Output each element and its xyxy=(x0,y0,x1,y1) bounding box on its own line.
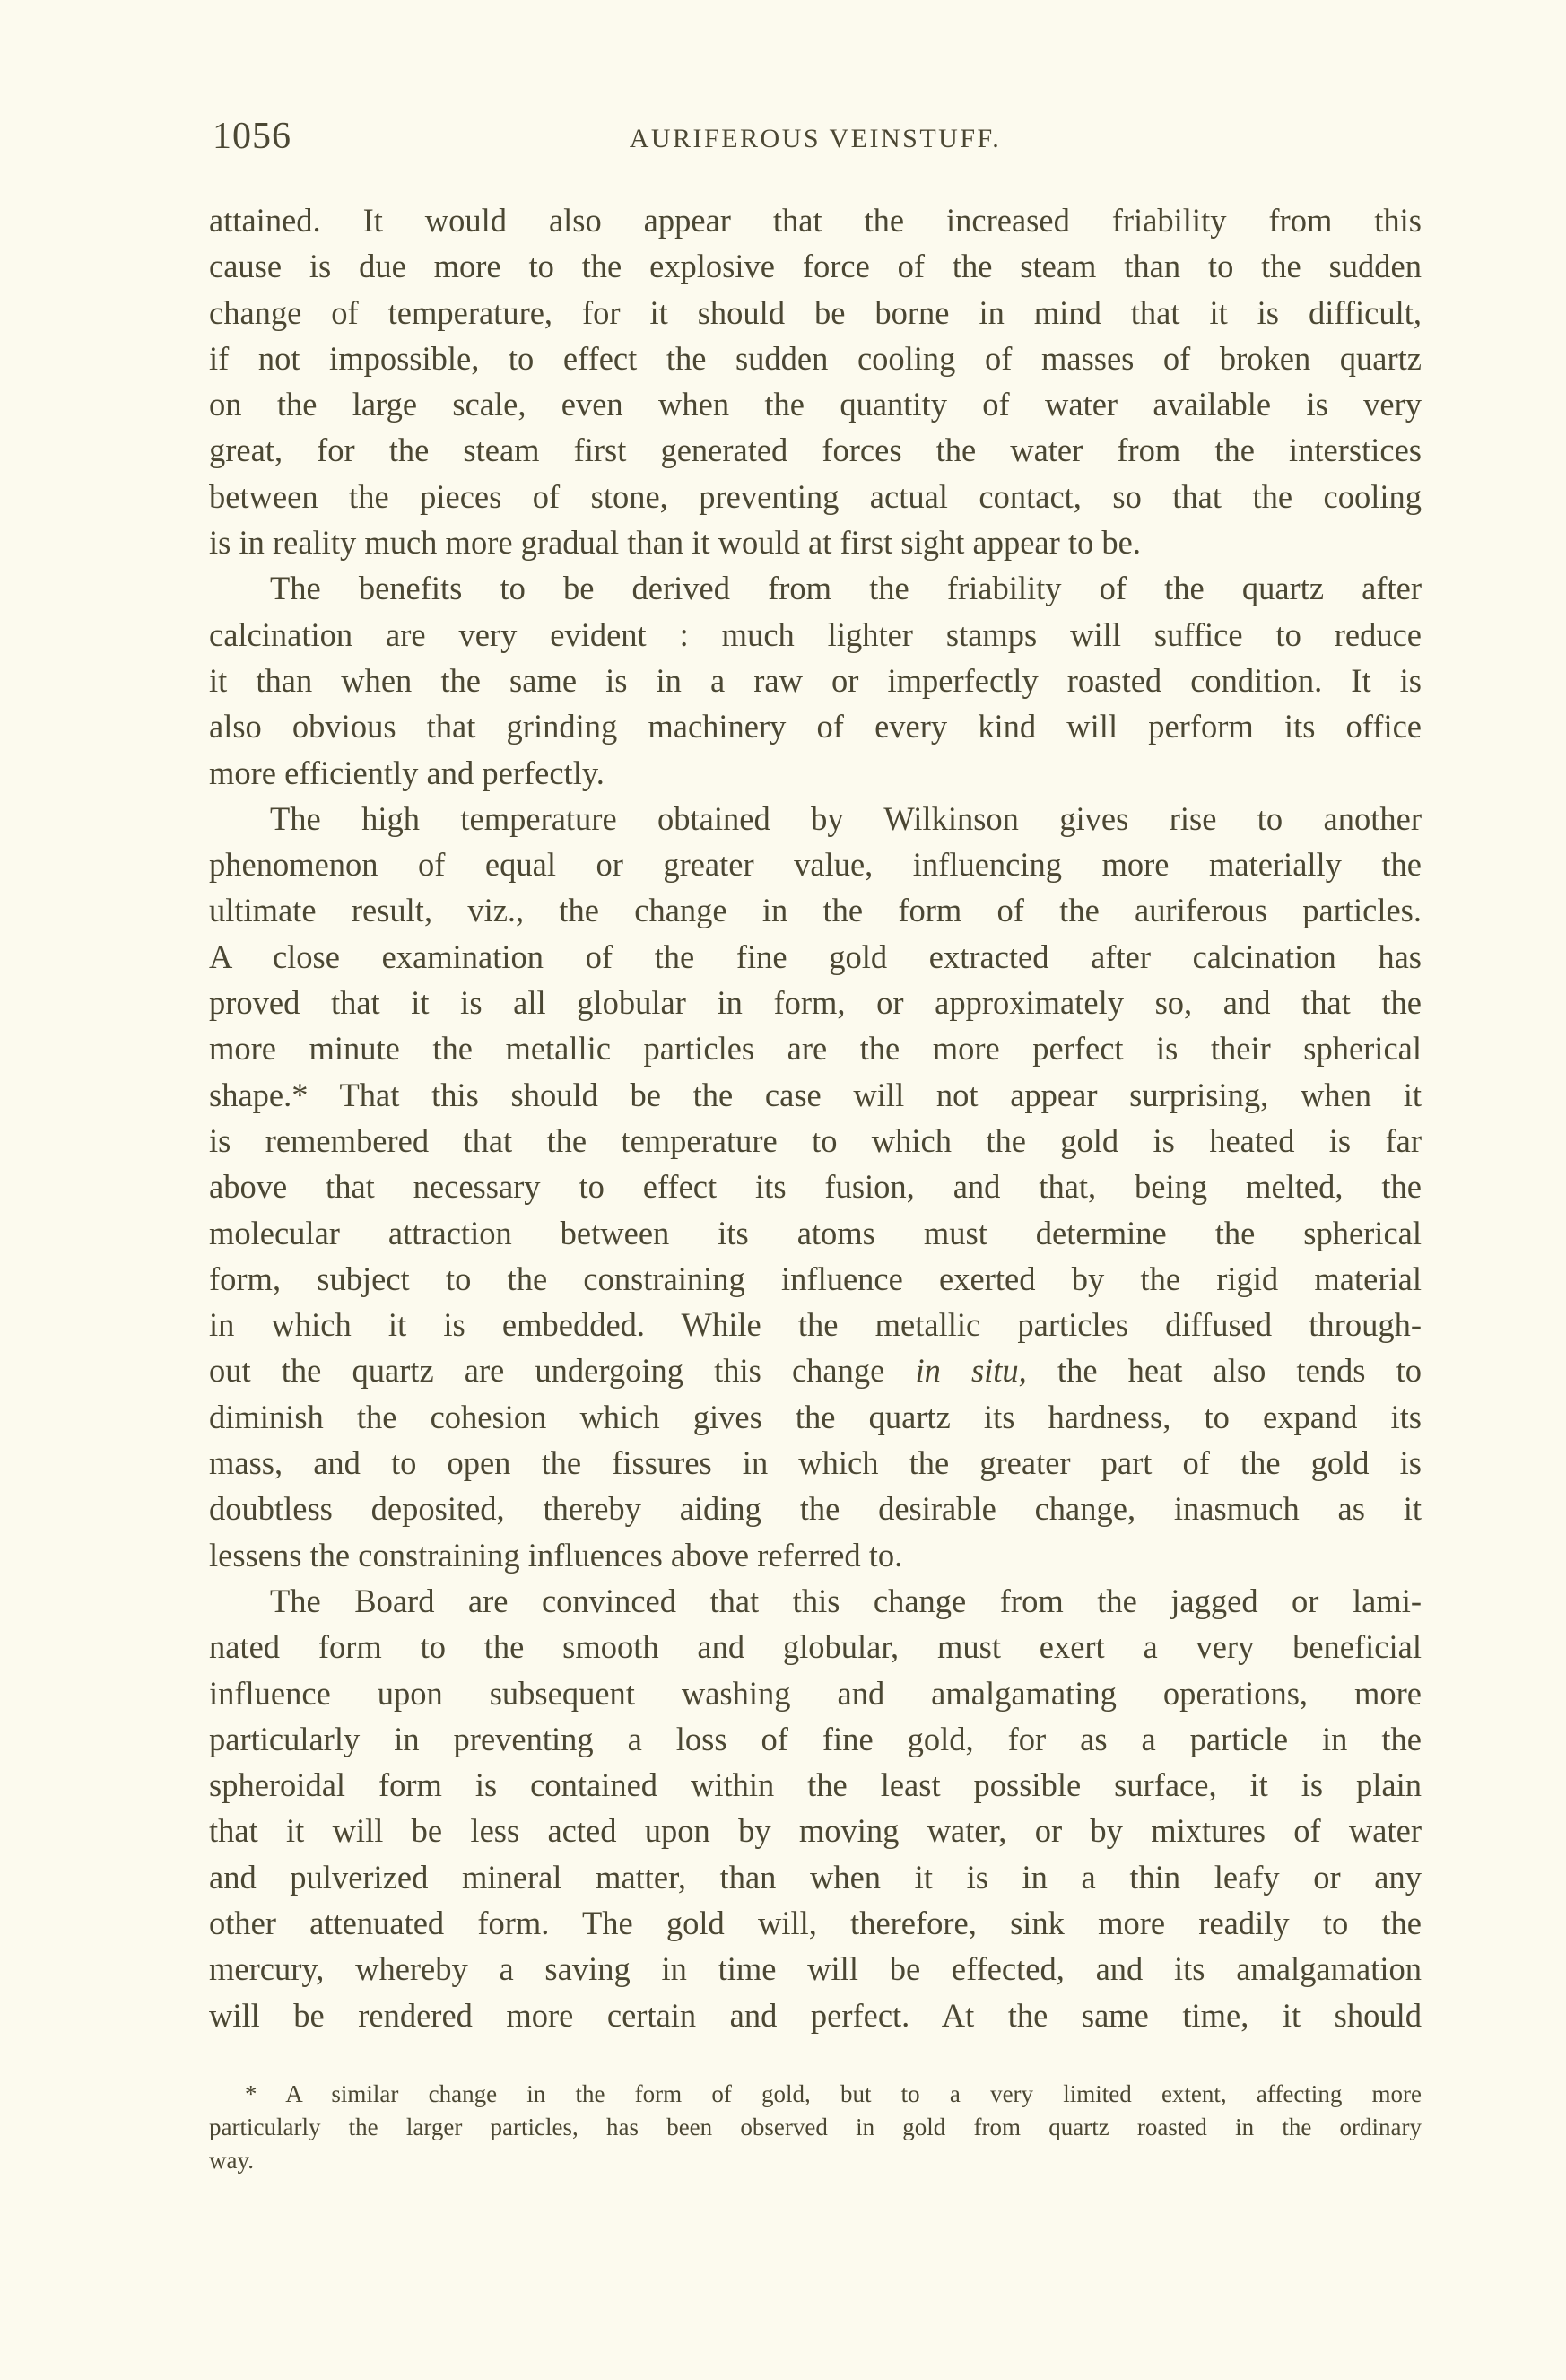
text-line: will be rendered more certain and perfect. At the same time, it should xyxy=(209,1996,1422,2034)
text-line: form, subject to the constraining influence exerted by the rigid material xyxy=(209,1260,1422,1297)
text-line: is in reality much more gradual than it would at first sight appear to be. xyxy=(209,524,1141,562)
text-line: influence upon subsequent washing and amalgamating operations, more xyxy=(209,1674,1422,1712)
text-line: shape.* That this should be the case will not appear surprising, when it xyxy=(209,1076,1422,1113)
text-line xyxy=(209,1347,1422,1393)
italic-text: in situ, xyxy=(915,1352,1027,1390)
text-line: A close examination of the fine gold extracted after calcination has xyxy=(209,937,1422,975)
text-line: and pulverized mineral matter, than when it is in a thin leafy or any xyxy=(209,1858,1422,1896)
text-line: that it will be less acted upon by moving water, or by mixtures of water xyxy=(209,1812,1422,1850)
paragraph xyxy=(209,197,1422,565)
page-number: 1056 xyxy=(213,116,291,157)
text-line: The Board are convinced that this change from the jagged or lami- xyxy=(270,1582,1422,1619)
paragraph xyxy=(209,796,1422,1578)
text-segment: out the quartz are undergoing this change xyxy=(209,1352,916,1390)
text-line: The benefits to be derived from the friability of the quartz after xyxy=(270,570,1422,607)
text-line: calcination are very evident : much lighter stamps will suffice to reduce xyxy=(209,615,1422,653)
text-line: also obvious that grinding machinery of every kind will perform its office xyxy=(209,708,1422,745)
text-line: ultimate result, viz., the change in the form of the auriferous particles. xyxy=(209,892,1422,929)
text-line: spheroidal form is contained within the least possible surface, it is plain xyxy=(209,1766,1422,1804)
footnote-line: way. xyxy=(209,2147,254,2174)
text-line: more efficiently and perfectly. xyxy=(209,754,605,791)
text-line: nated form to the smooth and globular, must exert a very beneficial xyxy=(209,1628,1422,1666)
text-line: cause is due more to the explosive force of the steam than to the sudden xyxy=(209,248,1422,285)
text-line: great, for the steam first generated forces the water from the interstices xyxy=(209,432,1422,469)
text-line: attained. It would also appear that the increased friability from this xyxy=(209,202,1422,239)
paragraph xyxy=(209,565,1422,795)
text-line: phenomenon of equal or greater value, influencing more materially the xyxy=(209,846,1422,884)
text-line: other attenuated form. The gold will, therefore, sink more readily to the xyxy=(209,1904,1422,1941)
text-line: The high temperature obtained by Wilkinson gives rise to another xyxy=(270,799,1422,837)
paragraph xyxy=(209,1578,1422,2038)
text-line: mass, and to open the fissures in which the greater part of the gold is xyxy=(209,1444,1422,1482)
text-line: in which it is embedded. While the metallic particles diffused through- xyxy=(209,1306,1422,1344)
text-line: above that necessary to effect its fusion, and that, being melted, the xyxy=(209,1168,1422,1206)
footnote-line: particularly the larger particles, has been observed in gold from quartz roasted in the ordinary xyxy=(209,2114,1422,2140)
page-header xyxy=(209,115,1422,169)
text-line: is remembered that the temperature to which the gold is heated is far xyxy=(209,1121,1422,1159)
text-line: if not impossible, to effect the sudden cooling of masses of broken quartz xyxy=(209,339,1422,377)
running-title: AURIFEROUS VEINSTUFF. xyxy=(629,124,1002,153)
text-line: diminish the cohesion which gives the quartz its hardness, to expand its xyxy=(209,1398,1422,1435)
text-line: molecular attraction between its atoms must determine the spherical xyxy=(209,1214,1422,1251)
text-line: change of temperature, for it should be borne in mind that it is difficult, xyxy=(209,293,1422,331)
text-segment: the heat also tends to xyxy=(1026,1352,1422,1390)
footnote xyxy=(209,2078,1422,2177)
text-line: particularly in preventing a loss of fine gold, for as a particle in the xyxy=(209,1720,1422,1757)
text-line: mercury, whereby a saving in time will be effected, and its amalgamation xyxy=(209,1950,1422,1988)
body-text xyxy=(209,197,1422,2038)
text-line: proved that it is all globular in form, or approximately so, and that the xyxy=(209,984,1422,1022)
text-line: doubtless deposited, thereby aiding the desirable change, inasmuch as it xyxy=(209,1490,1422,1528)
footnote-line: * A similar change in the form of gold, but to a very limited extent, affecting more xyxy=(245,2080,1422,2107)
text-line: on the large scale, even when the quantity of water available is very xyxy=(209,386,1422,423)
text-line: it than when the same is in a raw or imperfectly roasted condition. It is xyxy=(209,661,1422,699)
text-line: more minute the metallic particles are the more perfect is their spherical xyxy=(209,1030,1422,1068)
text-line: lessens the constraining influences above referred to. xyxy=(209,1536,903,1574)
text-line: between the pieces of stone, preventing actual contact, so that the cooling xyxy=(209,477,1422,515)
